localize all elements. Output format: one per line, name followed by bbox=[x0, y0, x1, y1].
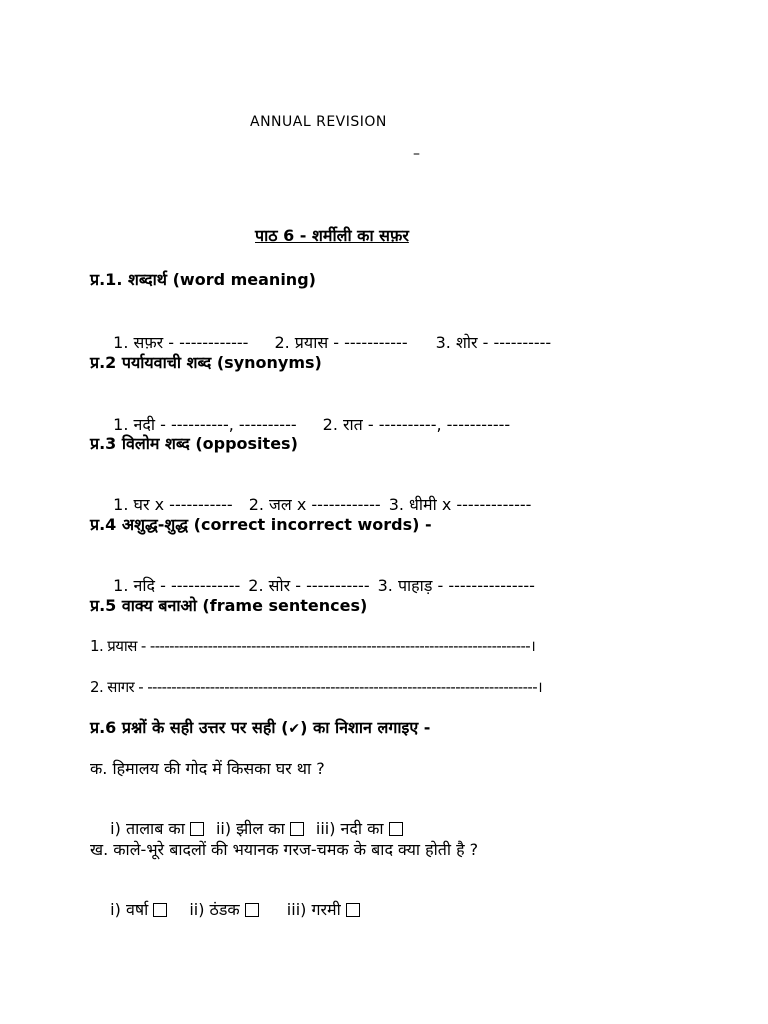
q6a-option-3-checkbox[interactable] bbox=[389, 822, 403, 836]
q4-item-2: 2. सोर - ----------- bbox=[248, 576, 370, 595]
q6b-option-2-checkbox[interactable] bbox=[245, 903, 259, 917]
q4-item-3: 3. पाहाड़ - --------------- bbox=[377, 576, 535, 595]
question-6-title bbox=[90, 718, 430, 739]
header-dash: – bbox=[413, 146, 420, 162]
q6-title-part-1: प्र.6 प्रश्नों के सही उत्तर पर सही ( bbox=[90, 718, 289, 737]
question-4-answers bbox=[103, 556, 535, 596]
question-2-title: प्र.2 पर्यायवाची शब्द (synonyms) bbox=[90, 353, 322, 372]
question-5-sentence-1: 1. प्रयास - -------------------------------------------------------------------------------। bbox=[90, 637, 536, 655]
q3-item-1: 1. घर x ----------- bbox=[113, 495, 233, 514]
q2-item-2: 2. रात - ----------, ----------- bbox=[322, 415, 511, 434]
question-1-answers bbox=[103, 313, 551, 353]
question-6b-options bbox=[100, 880, 360, 920]
q6b-option-3-label: iii) गरमी bbox=[286, 900, 341, 919]
q4-item-1: 1. नदि - ------------ bbox=[113, 576, 241, 595]
q6a-option-2-label: ii) झील का bbox=[215, 819, 285, 838]
question-6a-text: क. हिमालय की गोद में किसका घर था ? bbox=[90, 759, 325, 778]
question-6a-options bbox=[100, 799, 403, 839]
q6a-option-1-checkbox[interactable] bbox=[190, 822, 204, 836]
q6a-option-1-label: i) तालाब का bbox=[110, 819, 185, 838]
q6a-option-2-checkbox[interactable] bbox=[290, 822, 304, 836]
question-4-title: प्र.4 अशुद्ध-शुद्ध (correct incorrect words) - bbox=[90, 515, 432, 534]
question-3-title: प्र.3 विलोम शब्द (opposites) bbox=[90, 434, 298, 453]
q6b-option-1-checkbox[interactable] bbox=[153, 903, 167, 917]
document-title: ANNUAL REVISION bbox=[250, 114, 387, 130]
question-6b-text: ख. काले-भूरे बादलों की भयानक गरज-चमक के बाद क्या होती है ? bbox=[90, 840, 479, 859]
lesson-title: पाठ 6 - शर्मीली का सफ़र bbox=[255, 226, 409, 245]
q6a-option-3-label: iii) नदी का bbox=[315, 819, 384, 838]
q2-item-1: 1. नदी - ----------, ---------- bbox=[113, 415, 297, 434]
q6b-option-3-checkbox[interactable] bbox=[346, 903, 360, 917]
q3-item-3: 3. धीमी x ------------- bbox=[388, 495, 532, 514]
question-5-sentence-2: 2. सागर - ---------------------------------------------------------------------------------। bbox=[90, 678, 543, 696]
q1-item-2: 2. प्रयास - ----------- bbox=[274, 333, 408, 352]
q6b-option-2-label: ii) ठंडक bbox=[189, 900, 240, 919]
question-5-title: प्र.5 वाक्य बनाओ (frame sentences) bbox=[90, 596, 368, 615]
q1-item-3: 3. शोर - ---------- bbox=[435, 333, 552, 352]
check-mark-icon: ✔ bbox=[288, 721, 301, 737]
q3-item-2: 2. जल x ------------ bbox=[248, 495, 381, 514]
q6b-option-1-label: i) वर्षा bbox=[110, 900, 149, 919]
question-3-answers bbox=[103, 475, 531, 515]
question-1-title: प्र.1. शब्दार्थ (word meaning) bbox=[90, 270, 316, 289]
q1-item-1: 1. सफ़र - ------------ bbox=[113, 333, 249, 352]
question-2-answers bbox=[103, 395, 510, 435]
q6-title-part-2: ) का निशान लगाइए - bbox=[300, 718, 431, 737]
